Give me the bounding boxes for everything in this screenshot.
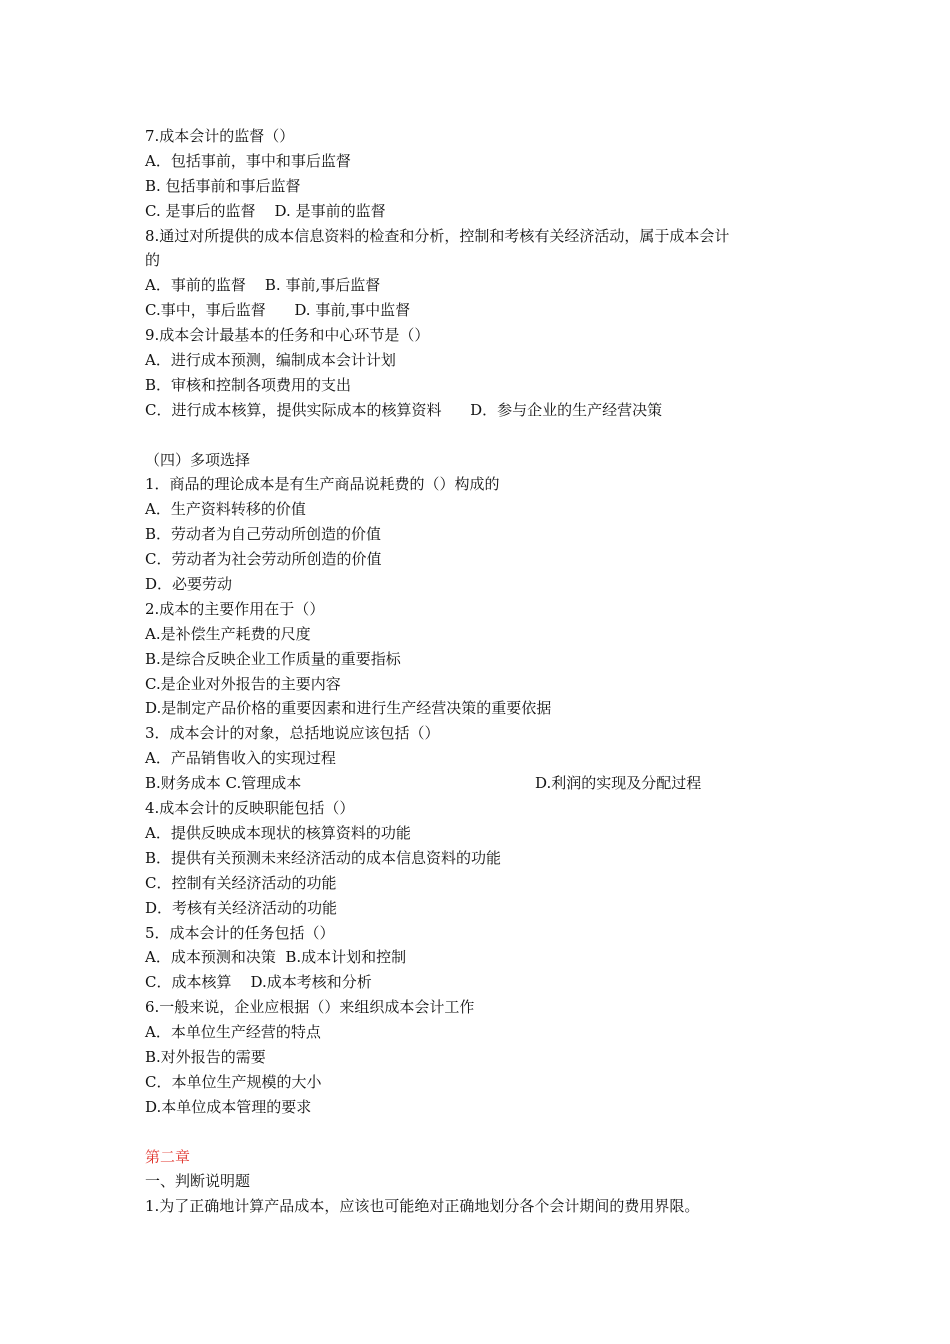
mc-question-5-title: 5．成本会计的任务包括（） <box>145 923 335 942</box>
question-7-option-a: A．包括事前，事中和事后监督 <box>145 151 351 170</box>
mc-question-1-option-c: C．劳动者为社会劳动所创造的价值 <box>145 550 382 569</box>
blank-line <box>145 423 805 448</box>
question-9-option-b: B．审核和控制各项费用的支出 <box>145 375 352 394</box>
question-7-title: 7.成本会计的监督（） <box>145 127 295 145</box>
mc-question-5-options-ab: A．成本预测和决策 B.成本计划和控制 <box>145 948 407 967</box>
question-9-option-a: A．进行成本预测，编制成本会计计划 <box>145 351 396 370</box>
mc-question-4-option-a: A．提供反映成本现状的核算资料的功能 <box>145 823 411 842</box>
question-9-title: 9.成本会计最基本的任务和中心环节是（） <box>145 326 430 345</box>
document-body <box>145 124 805 1219</box>
section-title: 一、判断说明题 <box>145 1172 251 1191</box>
mc-question-2-option-d: D.是制定产品价格的重要因素和进行生产经营决策的重要依据 <box>145 699 552 718</box>
mc-question-3-options-bc: B.财务成本 C.管理成本 <box>145 774 302 793</box>
section-multiple-choice-title: （四）多项选择 <box>145 450 251 469</box>
chapter-title: 第二章 <box>145 1147 191 1166</box>
mc-question-6-option-b: B.对外报告的需要 <box>145 1047 266 1066</box>
mc-question-4-option-b: B．提供有关预测未来经济活动的成本信息资料的功能 <box>145 848 502 867</box>
mc-question-2-option-b: B.是综合反映企业工作质量的重要指标 <box>145 649 401 668</box>
mc-question-4-option-c: C．控制有关经济活动的功能 <box>145 873 337 892</box>
question-8-title-cont: 的 <box>145 251 161 270</box>
mc-question-6-option-a: A．本单位生产经营的特点 <box>145 1023 321 1042</box>
question-7-option-b: B. 包括事前和事后监督 <box>145 176 301 195</box>
question-7-options-cd: C. 是事后的监督 D. 是事前的监督 <box>145 201 386 220</box>
mc-question-2-title: 2.成本的主要作用在于（） <box>145 599 325 618</box>
mc-question-6-option-c: C．本单位生产规模的大小 <box>145 1072 322 1091</box>
question-8-options-cd: C.事中，事后监督 D. 事前,事中监督 <box>145 301 411 320</box>
question-8-options-ab: A．事前的监督 B. 事前,事后监督 <box>145 276 381 295</box>
mc-question-2-option-a: A.是补偿生产耗费的尺度 <box>145 624 311 643</box>
mc-question-3-title: 3．成本会计的对象，总括地说应该包括（） <box>145 724 440 743</box>
mc-question-6-title: 6.一般来说，企业应根据（）来组织成本会计工作 <box>145 998 475 1017</box>
question-9-options-cd: C．进行成本核算，提供实际成本的核算资料 D．参与企业的生产经营决策 <box>145 400 663 419</box>
mc-question-3-options-bcd <box>145 771 805 796</box>
question-8-title: 8.通过对所提供的成本信息资料的检查和分析，控制和考核有关经济活动，属于成本会计 <box>145 226 730 245</box>
mc-question-1-option-a: A．生产资料转移的价值 <box>145 500 306 519</box>
blank-line <box>145 1120 805 1145</box>
mc-question-4-option-d: D．考核有关经济活动的功能 <box>145 898 338 917</box>
mc-question-3-option-a: A．产品销售收入的实现过程 <box>145 749 336 768</box>
judgment-question-1: 1.为了正确地计算产品成本，应该也可能绝对正确地划分各个会计期间的费用界限。 <box>145 1197 700 1216</box>
mc-question-2-option-c: C.是企业对外报告的主要内容 <box>145 674 341 693</box>
mc-question-1-option-b: B．劳动者为自己劳动所创造的价值 <box>145 525 382 544</box>
mc-question-6-option-d: D.本单位成本管理的要求 <box>145 1097 312 1116</box>
mc-question-3-option-d: D.利润的实现及分配过程 <box>535 774 702 793</box>
mc-question-1-title: 1．商品的理论成本是有生产商品说耗费的（）构成的 <box>145 475 500 494</box>
mc-question-1-option-d: D．必要劳动 <box>145 575 233 594</box>
mc-question-4-title: 4.成本会计的反映职能包括（） <box>145 799 355 818</box>
mc-question-5-options-cd: C．成本核算 D.成本考核和分析 <box>145 973 372 992</box>
